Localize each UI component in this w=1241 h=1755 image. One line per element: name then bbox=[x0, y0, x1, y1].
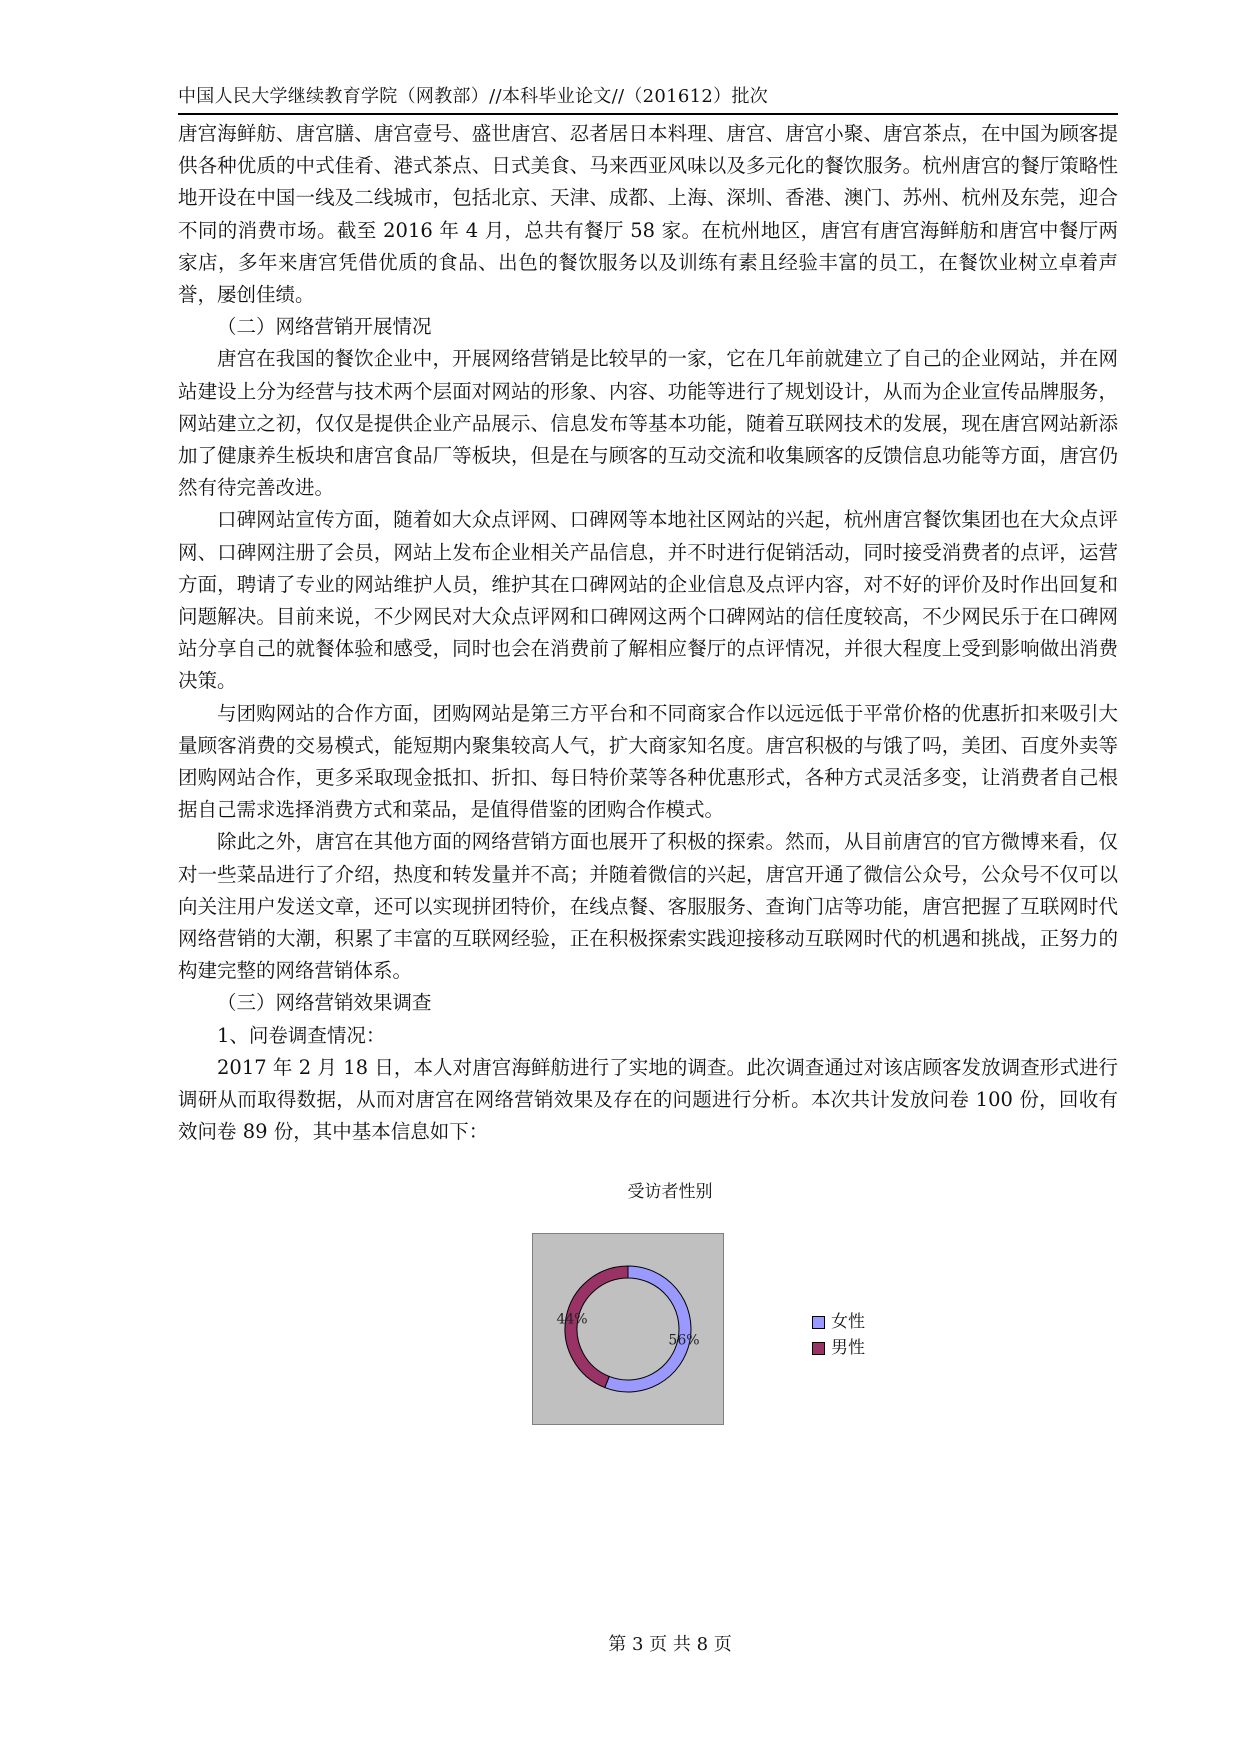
chart-legend bbox=[812, 1309, 865, 1361]
donut-chart bbox=[533, 1234, 723, 1424]
legend-label: 女性 bbox=[831, 1312, 865, 1332]
body-text bbox=[178, 118, 1118, 1149]
subsection-heading: 1、问卷调查情况： bbox=[217, 1023, 386, 1047]
paragraph: 口碑网站宣传方面，随着如大众点评网、口碑网等本地社区网站的兴起，杭州唐宫餐饮集团也在大众点评网、口碑网注册了会员，网站上发布企业相关产品信息，并不时进行促销活动，同时接受消费者的点评，运营方面，聘请了专业的网站维护人员，维护其在口碑网站的企业信息及点评内容，对不好的评价及时作出回复和问题解决。目前来说，不少网民对大众点评网和口碑网这两个口碑网站的信任度较高，不少网民乐于在口碑网站分享自己的就餐体验和感受，同时也会在消费前了解相应餐厅的点评情况，并很大程度上受到影响做出消费决策。 bbox=[178, 508, 1118, 693]
paragraph: 唐宫在我国的餐饮企业中，开展网络营销是比较早的一家，它在几年前就建立了自己的企业网站，并在网站建设上分为经营与技术两个层面对网站的形象、内容、功能等进行了规划设计，从而为企业宣传品牌服务，网站建立之初，仅仅是提供企业产品展示、信息发布等基本功能，随着互联网技术的发展，现在唐宫网站新添加了健康养生板块和唐宫食品厂等板块，但是在与顾客的互动交流和收集顾客的反馈信息功能等方面，唐宫仍然有待完善改进。 bbox=[178, 347, 1118, 500]
donut-data-label: 44% bbox=[556, 1311, 588, 1328]
paragraph: 唐宫海鲜舫、唐宫膳、唐宫壹号、盛世唐宫、忍者居日本料理、唐宫、唐宫小聚、唐宫茶点，在中国为顾客提供各种优质的中式佳肴、港式茶点、日式美食、马来西亚风味以及多元化的餐饮服务。杭州唐宫的餐厅策略性地开设在中国一线及二线城市，包括北京、天津、成都、上海、深圳、香港、澳门、苏州、杭州及东莞，迎合不同的消费市场。截至 2016 年 4 月，总共有餐厅 58 家。在杭州地区，唐宫有唐宫海鲜舫和唐宫中餐厅两家店，多年来唐宫凭借优质的食品、出色的餐饮服务以及训练有素且经验丰富的员工，在餐饮业树立卓着声誉，屡创佳绩。 bbox=[178, 122, 1118, 307]
legend-item bbox=[812, 1335, 865, 1361]
section-heading: （二）网络营销开展情况 bbox=[217, 315, 432, 339]
donut-slice-女性 bbox=[605, 1266, 691, 1392]
donut-data-label: 56% bbox=[668, 1332, 700, 1349]
section-heading: （三）网络营销效果调查 bbox=[217, 991, 432, 1015]
legend-swatch bbox=[812, 1316, 825, 1329]
legend-label: 男性 bbox=[831, 1338, 865, 1358]
paragraph: 2017 年 2 月 18 日，本人对唐宫海鲜舫进行了实地的调查。此次调查通过对该店顾客发放调查形式进行调研从而取得数据，从而对唐宫在网络营销效果及存在的问题进行分析。本次共计发放问卷 100 份，回收有效问卷 89 份，其中基本信息如下： bbox=[178, 1055, 1118, 1144]
page-footer: 第 3 页 共 8 页 bbox=[608, 1634, 732, 1655]
page-header: 中国人民大学继续教育学院（网教部）//本科毕业论文//（201612）批次 bbox=[178, 86, 769, 107]
legend-item bbox=[812, 1309, 865, 1335]
paragraph: 除此之外，唐宫在其他方面的网络营销方面也展开了积极的探索。然而，从目前唐宫的官方微博来看，仅对一些菜品进行了介绍，热度和转发量并不高；并随着微信的兴起，唐宫开通了微信公众号，公众号不仅可以向关注用户发送文章，还可以实现拼团特价，在线点餐、客服服务、查询门店等功能，唐宫把握了互联网时代网络营销的大潮，积累了丰富的互联网经验，正在积极探索实践迎接移动互联网时代的机遇和挑战，正努力的构建完整的网络营销体系。 bbox=[178, 830, 1118, 983]
chart-plot-area bbox=[532, 1233, 724, 1425]
header-rule bbox=[178, 113, 1118, 115]
chart-title: 受访者性别 bbox=[627, 1182, 713, 1202]
legend-swatch bbox=[812, 1342, 825, 1355]
paragraph: 与团购网站的合作方面，团购网站是第三方平台和不同商家合作以远远低于平常价格的优惠折扣来吸引大量顾客消费的交易模式，能短期内聚集较高人气，扩大商家知名度。唐宫积极的与饿了吗，美团、百度外卖等团购网站合作，更多采取现金抵扣、折扣、每日特价菜等各种优惠形式，各种方式灵活多变，让消费者自己根据自己需求选择消费方式和菜品，是值得借鉴的团购合作模式。 bbox=[178, 701, 1118, 822]
